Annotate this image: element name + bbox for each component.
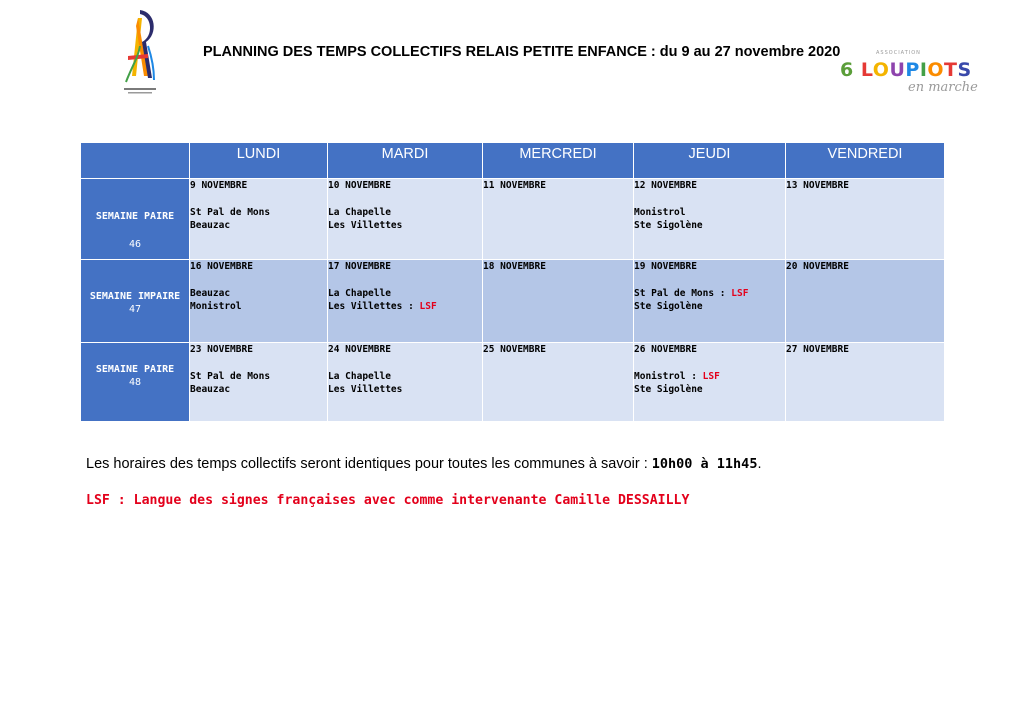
week-label: SEMAINE PAIRE [95,364,175,375]
commune-line [634,287,785,300]
commune-name: Beauzac [190,384,231,395]
day-cell-mercredi [483,179,634,260]
day-date: 25 NOVEMBRE [483,344,546,355]
header-vendredi: VENDREDI [786,143,945,179]
table-row [81,179,945,260]
day-date: 12 NOVEMBRE [634,180,697,191]
commune-line [634,300,785,313]
commune-line [634,383,785,396]
schedule-note-end: . [757,456,762,472]
commune-name: La Chapelle [328,288,391,299]
day-cell-mercredi [483,260,634,343]
header-jeudi: JEUDI [634,143,786,179]
commune-name: Monistrol : [634,371,697,382]
day-date: 27 NOVEMBRE [786,344,849,355]
schedule-note [86,456,761,472]
commune-name: Beauzac [190,288,231,299]
commune-name: Les Villettes : [328,301,414,312]
day-cell-vendredi [786,179,945,260]
day-date: 23 NOVEMBRE [190,344,253,355]
spacer [190,356,327,370]
commune-name: La Chapelle [328,207,391,218]
week-label-cell [81,343,190,422]
day-date: 26 NOVEMBRE [634,344,697,355]
commune-line [328,287,482,300]
header-week-cell [81,143,190,179]
commune-line [328,219,482,232]
table-header-row [81,143,945,179]
commune-line [190,206,327,219]
commune-line [328,300,482,313]
lsf-tag: LSF [731,288,749,299]
commune-line [328,383,482,396]
relais-logo-mark [118,6,162,98]
day-date: 11 NOVEMBRE [483,180,546,191]
spacer [328,192,482,206]
commune-name: La Chapelle [328,371,391,382]
week-label-cell [81,179,190,260]
day-date: 16 NOVEMBRE [190,261,253,272]
logo-brand-letter: S [957,59,972,81]
week-number: 47 [128,304,142,315]
day-cell-mardi [328,179,483,260]
logo-brand-name [840,59,972,81]
logo-brand-letter: I [919,59,928,81]
day-date: 19 NOVEMBRE [634,261,697,272]
logo-brand-letter: 6 [840,59,861,81]
commune-line [634,370,785,383]
day-cell-lundi [190,179,328,260]
schedule-hours: 10h00 à 11h45 [651,456,758,472]
spacer [190,192,327,206]
day-date: 17 NOVEMBRE [328,261,391,272]
planning-table [80,142,945,422]
day-cell-jeudi [634,179,786,260]
commune-line [190,383,327,396]
day-date: 9 NOVEMBRE [190,180,248,191]
logo-brand-letter: O [927,59,945,81]
page-title: PLANNING DES TEMPS COLLECTIFS RELAIS PETITE ENFANCE : du 9 au 27 novembre 2020 [203,44,841,60]
week-label: SEMAINE IMPAIRE [89,291,181,302]
logo-brand-letter: T [944,59,958,81]
lsf-legend: LSF : Langue des signes françaises avec comme intervenante Camille DESSAILLY [86,493,690,508]
commune-line [634,206,785,219]
header-mardi: MARDI [328,143,483,179]
commune-line [328,370,482,383]
header-mercredi: MERCREDI [483,143,634,179]
day-date: 10 NOVEMBRE [328,180,391,191]
logo-brand-letter: L [860,59,873,81]
commune-name: Beauzac [190,220,231,231]
week-label-cell [81,260,190,343]
relais-logo [118,6,162,98]
commune-name: St Pal de Mons [190,371,271,382]
commune-name: Monistrol [190,301,242,312]
week-number: 48 [128,377,142,388]
table-row [81,343,945,422]
logo-brand-letter: P [905,59,920,81]
commune-name: St Pal de Mons [190,207,271,218]
spacer [634,192,785,206]
schedule-note-text: Les horaires des temps collectifs seront identiques pour toutes les communes à savoir : [86,456,652,472]
spacer [634,273,785,287]
commune-name: Ste Sigolène [634,384,703,395]
day-date: 20 NOVEMBRE [786,261,849,272]
day-cell-vendredi [786,343,945,422]
lsf-tag: LSF [702,371,720,382]
loupiots-logo [838,50,978,102]
commune-line [634,219,785,232]
commune-name: Ste Sigolène [634,220,703,231]
spacer [328,356,482,370]
commune-name: Les Villettes [328,384,403,395]
commune-name: Ste Sigolène [634,301,703,312]
day-cell-jeudi [634,343,786,422]
day-cell-lundi [190,260,328,343]
spacer [190,273,327,287]
commune-name: St Pal de Mons : [634,288,726,299]
day-cell-lundi [190,343,328,422]
commune-name: Monistrol [634,207,686,218]
commune-name: Les Villettes [328,220,403,231]
day-date: 13 NOVEMBRE [786,180,849,191]
commune-line [190,370,327,383]
day-cell-mardi [328,260,483,343]
commune-line [190,300,327,313]
day-cell-mercredi [483,343,634,422]
commune-line [190,219,327,232]
header-lundi: LUNDI [190,143,328,179]
day-cell-jeudi [634,260,786,343]
day-cell-vendredi [786,260,945,343]
logo-brand-letter: U [889,59,906,81]
logo-brand-letter: O [872,59,890,81]
spacer [634,356,785,370]
spacer [328,273,482,287]
commune-line [328,206,482,219]
logo-tagline: en marche [908,80,978,95]
commune-line [190,287,327,300]
day-cell-mardi [328,343,483,422]
lsf-tag: LSF [419,301,437,312]
day-date: 18 NOVEMBRE [483,261,546,272]
week-number: 46 [128,239,142,250]
table-row [81,260,945,343]
day-date: 24 NOVEMBRE [328,344,391,355]
logo-association-label: ASSOCIATION [876,50,921,56]
week-label: SEMAINE PAIRE [95,211,175,222]
